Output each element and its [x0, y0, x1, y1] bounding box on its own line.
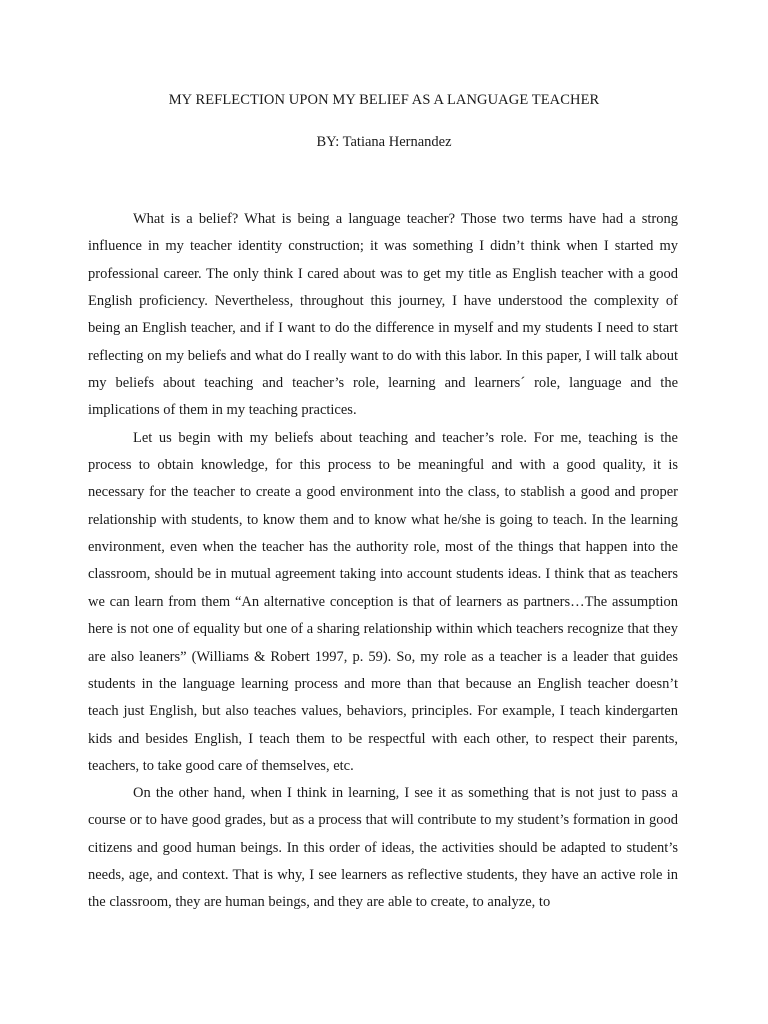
document-body — [88, 206, 678, 780]
author-byline: BY: Tatiana Hernandez — [316, 134, 452, 150]
paragraph: What is a belief? What is being a language teacher? Those two terms have had a strong influence in my teacher identity construction; it was something I didn’t think when I started my professional career. The only think I cared about was to get my title as English teacher with a good English proficiency. Nevertheless, throughout this journey, I have understood the complexity of being an English teacher, and if I want to do the difference in myself and my students I need to start reflecting on my beliefs and what do I really want to do with this labor. In this paper, I will talk about my beliefs about teaching and teacher’s role, learning and learners´ role, language and the implications of them in my teaching practices. — [88, 211, 678, 419]
document-body-continued — [88, 780, 678, 917]
paragraph: On the other hand, when I think in learning, I see it as something that is not just to pass a course or to have good grades, but as a process that will contribute to my student’s formation in good citizens and good human beings. In this order of ideas, the activities should be adapted to student’s needs, age, and context. That is why, I see learners as reflective students, they have an active role in the classroom, they are human beings, and they are able to create, to analyze, to — [88, 785, 678, 911]
paragraph: Let us begin with my beliefs about teaching and teacher’s role. For me, teaching is the process to obtain knowledge, for this process to be meaningful and with a good quality, it is necessary for the teacher to create a good environment into the class, to stablish a good and proper relationship with students, to know them and to know what he/she is going to teach. In the learning environment, even when the teacher has the authority role, most of the things that happen into the classroom, should be in mutual agreement taking into account students ideas. I think that as teachers we can learn from them “An alternative conception is that of learners as partners…The assumption here is not one of equality but one of a sharing relationship within which teachers recognize that they are also leaners” (Williams & Robert 1997, p. 59). So, my role as a teacher is a leader that guides students in the language learning process and more than that because an English teacher doesn’t teach just English, but also teaches values, behaviors, principles. For example, I teach kindergarten kids and besides English, I teach them to be respectful with each other, to respect their parents, teachers, to take good care of themselves, etc. — [88, 429, 678, 774]
document-title: MY REFLECTION UPON MY BELIEF AS A LANGUAGE TEACHER — [168, 92, 600, 108]
